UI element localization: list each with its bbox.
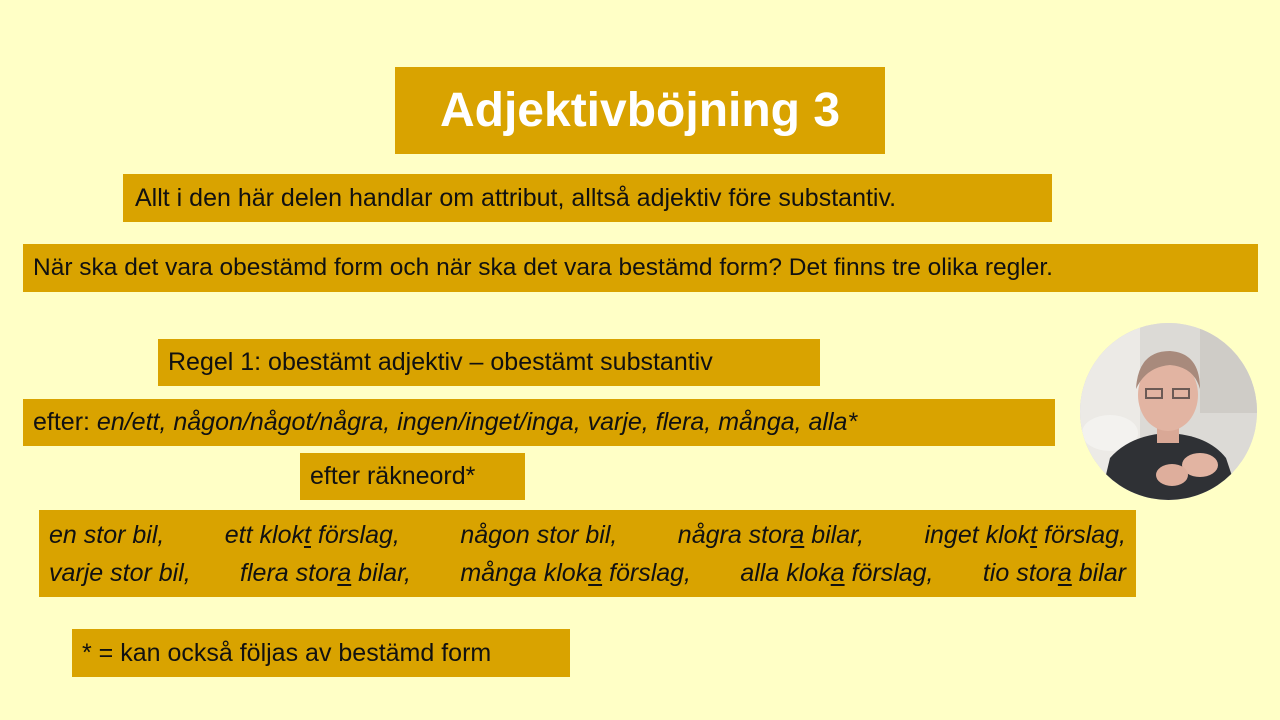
example-sentences [39, 510, 1136, 597]
adjective-ending: t [1030, 520, 1038, 549]
example-phrase: någon stor bil, [460, 520, 618, 549]
example-phrase: flera stora bilar, [240, 558, 411, 587]
adjective-ending: t [303, 520, 311, 549]
rule-1-heading: Regel 1: obestämt adjektiv – obestämt substantiv [158, 339, 820, 386]
example-line-2 [49, 554, 1126, 592]
example-phrase: tio stora bilar [982, 558, 1126, 587]
after-words-line [23, 399, 1055, 446]
slide-title: Adjektivböjning 3 [395, 67, 885, 154]
after-words-prefix: efter: [33, 408, 97, 436]
question-text: När ska det vara obestämd form och när ska det vara bestämd form? Det finns tre olika regler. [23, 244, 1258, 292]
adjective-ending: a [588, 558, 603, 587]
example-phrase: några stora bilar, [677, 520, 865, 549]
after-words-list: en/ett, någon/något/några, ingen/inget/inga, varje, flera, många, alla* [96, 408, 858, 436]
adjective-ending: a [1057, 558, 1072, 587]
example-phrase: varje stor bil, [49, 558, 191, 587]
example-phrase: inget klokt förslag, [924, 520, 1126, 549]
adjective-ending: a [337, 558, 352, 587]
example-phrase: många kloka förslag, [460, 558, 692, 587]
example-phrase: alla kloka förslag, [740, 558, 934, 587]
adjective-ending: a [830, 558, 845, 587]
intro-text: Allt i den här delen handlar om attribut, alltså adjektiv före substantiv. [123, 174, 1052, 222]
after-numerals-line: efter räkneord* [300, 453, 525, 500]
presenter-video [1080, 323, 1257, 500]
example-phrase: en stor bil, [49, 520, 165, 549]
footnote: * = kan också följas av bestämd form [72, 629, 570, 677]
adjective-ending: a [790, 520, 805, 549]
example-line-1 [49, 516, 1126, 554]
example-phrase: ett klokt förslag, [224, 520, 400, 549]
